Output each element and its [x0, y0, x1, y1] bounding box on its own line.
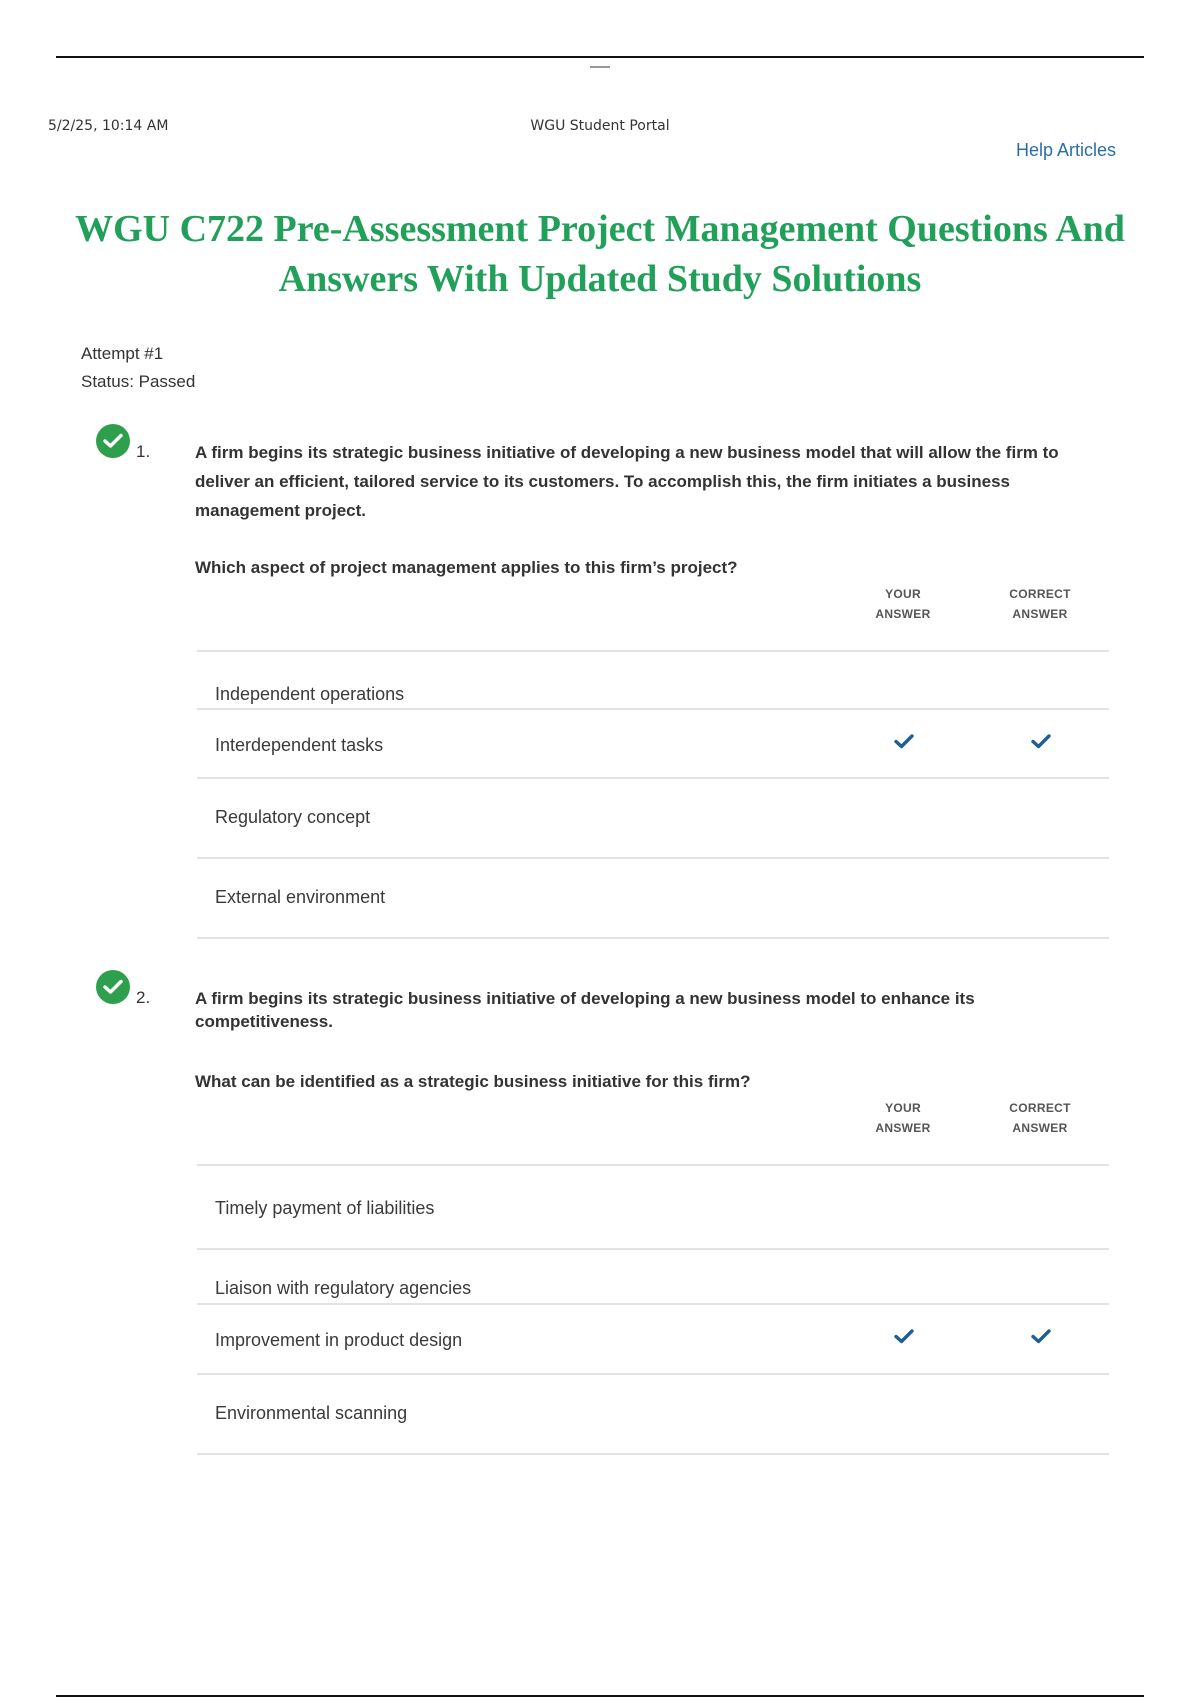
your-answer-check-icon — [893, 1327, 915, 1345]
document-title: WGU C722 Pre-Assessment Project Management Questions And Answers With Updated Study Solutions — [75, 208, 1125, 300]
correct-answer-header: CORRECT ANSWER — [1009, 587, 1071, 621]
header-mark — [590, 66, 610, 68]
print-header — [48, 118, 1152, 138]
correct-check-icon — [96, 424, 130, 458]
print-page-title: WGU Student Portal — [530, 118, 670, 134]
attempt-label: Attempt #1 — [81, 344, 164, 363]
correct-answer-check-icon — [1030, 732, 1052, 750]
answer-label: Improvement in product design — [215, 1330, 463, 1350]
your-answer-header: YOUR ANSWER — [875, 1101, 931, 1135]
question-number: 2. — [136, 988, 151, 1007]
your-answer-check-icon — [893, 732, 915, 750]
correct-answer-check-icon — [1030, 1327, 1052, 1345]
answer-row — [197, 708, 1109, 777]
attempt-status: Status: Passed — [81, 372, 196, 391]
answer-label: Timely payment of liabilities — [215, 1198, 435, 1218]
answer-row — [197, 1164, 1109, 1248]
answer-list — [197, 1164, 1109, 1455]
answer-row — [197, 650, 1109, 708]
question-prompt: What can be identified as a strategic business initiative for this firm? — [195, 1072, 751, 1091]
answer-row — [197, 1373, 1109, 1455]
your-answer-header: YOUR ANSWER — [875, 587, 931, 621]
question-text: A firm begins its strategic business initiative of developing a new business model to enhance its competitiveness. — [195, 989, 975, 1031]
answer-label: Regulatory concept — [215, 807, 371, 827]
correct-answer-header: CORRECT ANSWER — [1009, 1101, 1071, 1135]
question-prompt: Which aspect of project management applies to this firm’s project? — [195, 558, 738, 577]
answer-row — [197, 1248, 1109, 1303]
correct-check-icon — [96, 970, 130, 1004]
question-text: A firm begins its strategic business initiative of developing a new business model that will allow the firm to deliver an efficient, tailored service to its customers. To accomplish this, the firm initiates a business management project. — [195, 443, 1059, 520]
attempt-info — [81, 340, 195, 396]
answer-list — [197, 650, 1109, 939]
answer-label: External environment — [215, 887, 386, 907]
bottom-rule — [56, 1695, 1144, 1697]
top-rule — [56, 56, 1144, 58]
answer-label: Interdependent tasks — [215, 735, 384, 755]
answer-label: Independent operations — [215, 684, 405, 704]
help-articles-link[interactable]: Help Articles — [1015, 140, 1116, 160]
answer-label: Liaison with regulatory agencies — [215, 1278, 472, 1298]
answer-row — [197, 777, 1109, 857]
answer-row — [197, 857, 1109, 939]
print-date: 5/2/25, 10:14 AM — [48, 118, 169, 134]
answer-row — [197, 1303, 1109, 1373]
answer-label: Environmental scanning — [215, 1403, 408, 1423]
question-number: 1. — [136, 442, 151, 461]
